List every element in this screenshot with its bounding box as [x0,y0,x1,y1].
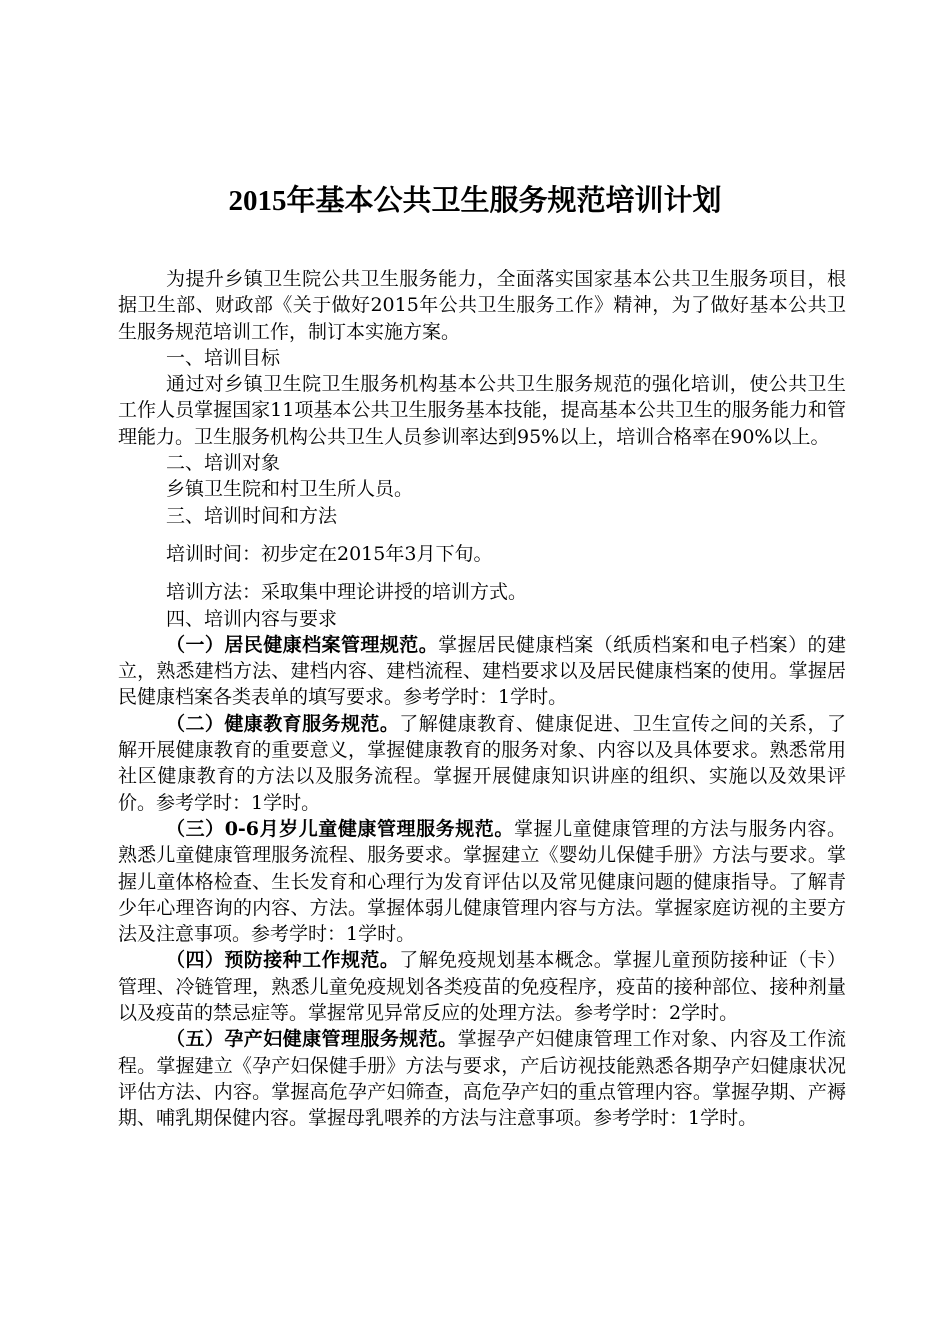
content-item-5-text: 掌握孕产妇健康管理工作对象、内容及工作流程。掌握建立《孕产妇保健手册》方法与要求，产后访视技能熟悉各期孕产妇健康状况评估方法、内容。掌握高危孕产妇筛查，高危孕产妇的重点管理内容。掌握孕期、产褥期、哺乳期保健内容。掌握母乳喂养的方法与注意事项。参考学时：1学时。 [118,1028,846,1130]
content-item-2-text: 了解健康教育、健康促进、卫生宣传之间的关系，了解开展健康教育的重要意义，掌握健康教育的服务对象、内容以及具体要求。熟悉常用社区健康教育的方法以及服务流程。掌握开展健康知识讲座的组织、实施以及效果评价。参考学时：1学时。 [118,712,846,814]
content-item-4 [118,947,846,1026]
content-item-3 [118,816,846,947]
content-item-2 [118,711,846,816]
content-item-1 [118,632,846,711]
training-method-paragraph: 培训方法：采取集中理论讲授的培训方式。 [166,581,528,604]
content-item-1-lead: （一）居民健康档案管理规范。 [166,633,439,656]
content-item-2-lead: （二）健康教育服务规范。 [166,712,400,735]
content-item-1-text: 掌握居民健康档案（纸质档案和电子档案）的建立，熟悉建档方法、建档内容、建档流程、建档要求以及居民健康档案的使用。掌握居民健康档案各类表单的填写要求。参考学时：1学时。 [118,633,846,709]
content-item-3-text: 掌握儿童健康管理的方法与服务内容。熟悉儿童健康管理服务流程、服务要求。掌握建立《婴幼儿保健手册》方法与要求。掌握儿童体格检查、生长发育和心理行为发育评估以及常见健康问题的健康指导。了解青少年心理咨询的内容、方法。掌握体弱儿健康管理内容与方法。掌握家庭访视的主要方法及注意事项。参考学时：1学时。 [118,817,846,946]
content-item-5-lead: （五）孕产妇健康管理服务规范。 [166,1028,458,1051]
training-time-paragraph: 培训时间：初步定在2015年3月下旬。 [166,542,493,565]
content-item-4-text: 了解免疫规划基本概念。掌握儿童预防接种证（卡）管理、冷链管理，熟悉儿童免疫规划各类疫苗的免疫程序，疫苗的接种部位、接种剂量以及疫苗的禁忌症等。掌握常见异常反应的处理方法。参考学时：2学时。 [118,949,846,1025]
goals-paragraph: 通过对乡镇卫生院卫生服务机构基本公共卫生服务规范的强化培训，使公共卫生工作人员掌握国家11项基本公共卫生服务基本技能，提高基本公共卫生的服务能力和管理能力。卫生服务机构公共卫生人员参训率达到95%以上，培训合格率在90%以上。 [118,373,846,448]
document-body [118,266,846,1132]
section-heading-goals: 一、培训目标 [166,346,281,369]
content-item-3-lead: （三）0-6月岁儿童健康管理服务规范。 [166,817,514,840]
section-heading-time-method: 三、培训时间和方法 [166,504,338,527]
intro-paragraph: 为提升乡镇卫生院公共卫生服务能力，全面落实国家基本公共卫生服务项目，根据卫生部、财政部《关于做好2015年公共卫生服务工作》精神，为了做好基本公共卫生服务规范培训工作，制订本实施方案。 [118,268,846,343]
content-item-5 [118,1026,846,1131]
document-title: 2015年基本公共卫生服务规范培训计划 [228,185,722,217]
section-heading-audience: 二、培训对象 [166,452,281,475]
content-item-4-lead: （四）预防接种工作规范。 [166,949,400,972]
audience-paragraph: 乡镇卫生院和村卫生所人员。 [166,478,414,501]
section-heading-content: 四、培训内容与要求 [166,607,338,630]
